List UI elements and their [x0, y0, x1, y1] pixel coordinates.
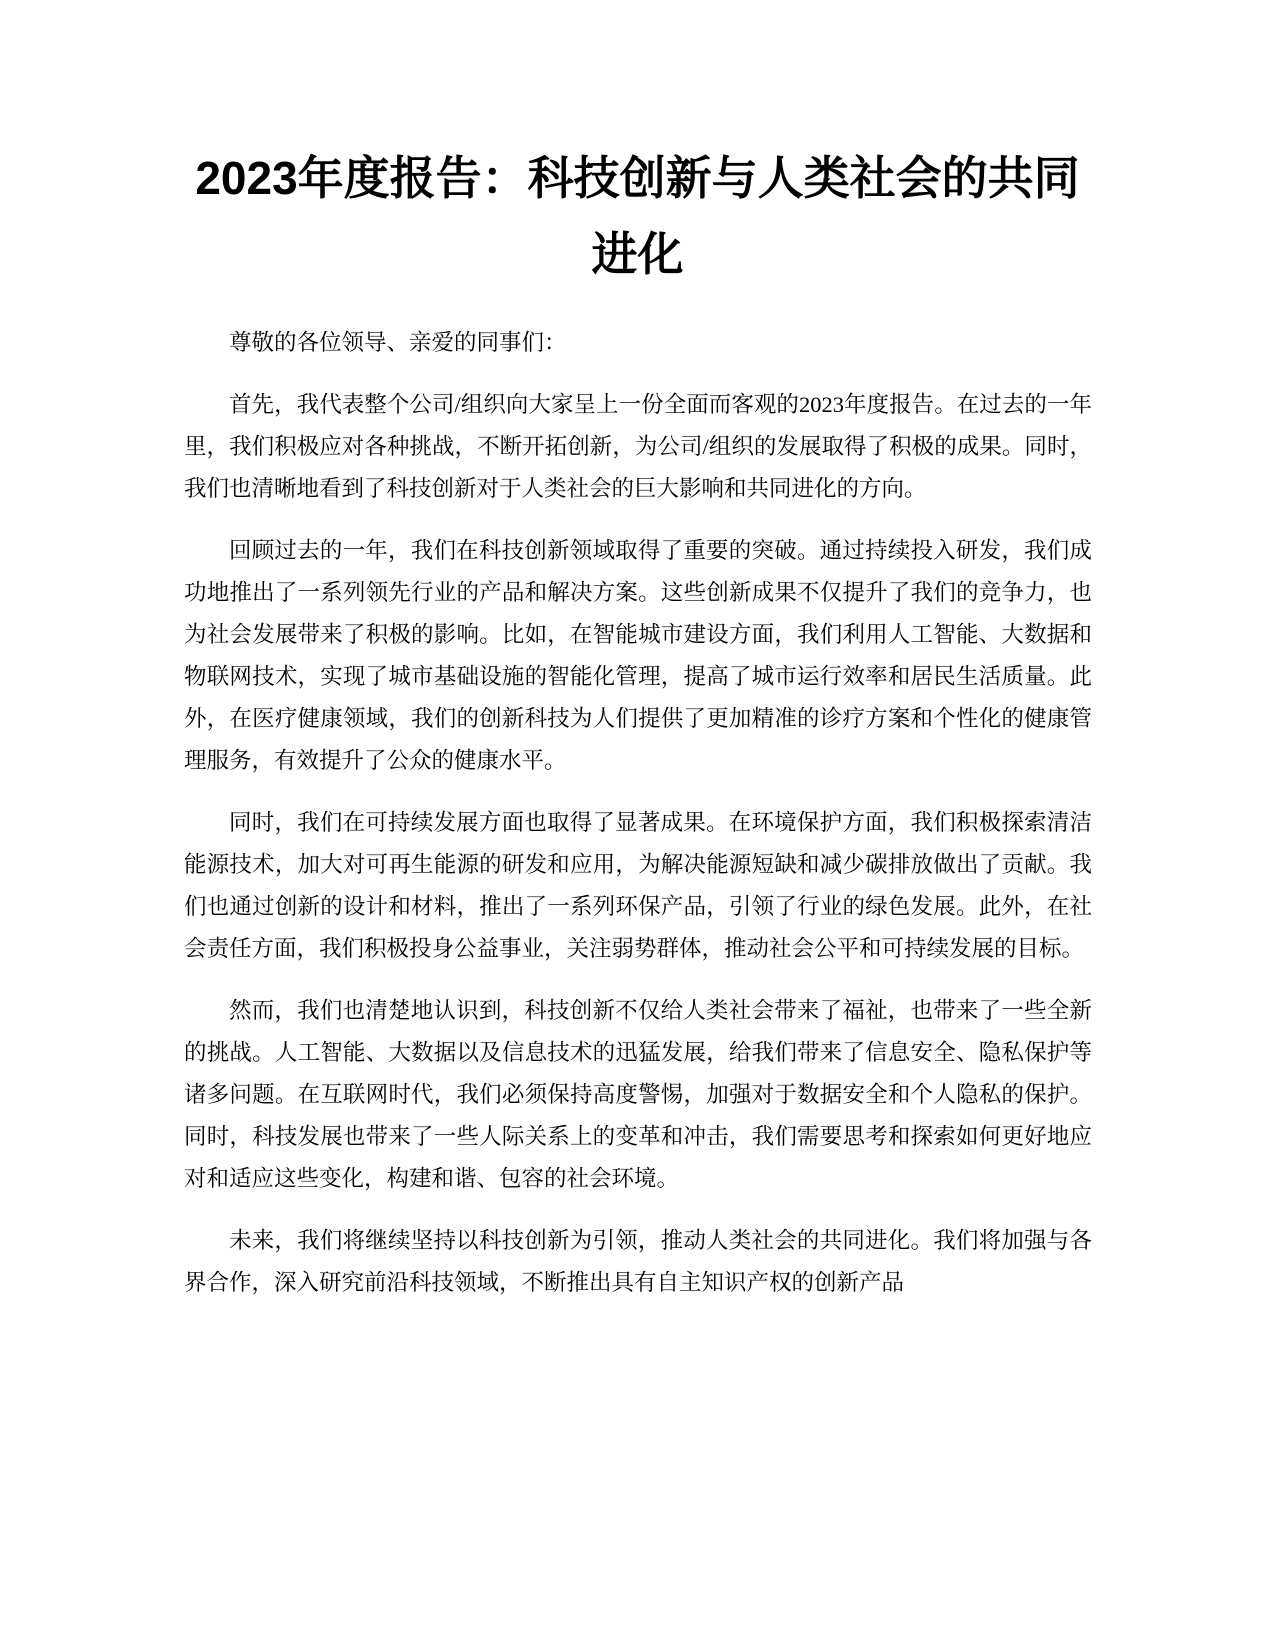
salutation: 尊敬的各位领导、亲爱的同事们： — [229, 330, 567, 355]
document-body — [184, 322, 1092, 1324]
paragraph-5: 未来，我们将继续坚持以科技创新为引领，推动人类社会的共同进化。我们将加强与各界合作，深入研究前沿科技领域，不断推出具有自主知识产权的创新产品 — [184, 1228, 1092, 1295]
paragraph-2: 回顾过去的一年，我们在科技创新领域取得了重要的突破。通过持续投入研发，我们成功地推出了一系列领先行业的产品和解决方案。这些创新成果不仅提升了我们的竞争力，也为社会发展带来了积极的影响。比如，在智能城市建设方面，我们利用人工智能、大数据和物联网技术，实现了城市基础设施的智能化管理，提高了城市运行效率和居民生活质量。此外，在医疗健康领域，我们的创新科技为人们提供了更加精准的诊疗方案和个性化的健康管理服务，有效提升了公众的健康水平。 — [184, 538, 1092, 773]
paragraph-1: 首先，我代表整个公司/组织向大家呈上一份全面而客观的2023年度报告。在过去的一年里，我们积极应对各种挑战，不断开拓创新，为公司/组织的发展取得了积极的成果。同时，我们也清晰地看到了科技创新对于人类社会的巨大影响和共同进化的方向。 — [184, 392, 1092, 501]
document-title: 2023年度报告：科技创新与人类社会的共同进化 — [195, 152, 1080, 280]
paragraph-4: 然而，我们也清楚地认识到，科技创新不仅给人类社会带来了福祉，也带来了一些全新的挑战。人工智能、大数据以及信息技术的迅猛发展，给我们带来了信息安全、隐私保护等诸多问题。在互联网时代，我们必须保持高度警惕，加强对于数据安全和个人隐私的保护。同时，科技发展也带来了一些人际关系上的变革和冲击，我们需要思考和探索如何更好地应对和适应这些变化，构建和谐、包容的社会环境。 — [184, 998, 1092, 1191]
paragraph-3: 同时，我们在可持续发展方面也取得了显著成果。在环境保护方面，我们积极探索清洁能源技术，加大对可再生能源的研发和应用，为解决能源短缺和减少碳排放做出了贡献。我们也通过创新的设计和材料，推出了一系列环保产品，引领了行业的绿色发展。此外，在社会责任方面，我们积极投身公益事业，关注弱势群体，推动社会公平和可持续发展的目标。 — [184, 810, 1092, 961]
